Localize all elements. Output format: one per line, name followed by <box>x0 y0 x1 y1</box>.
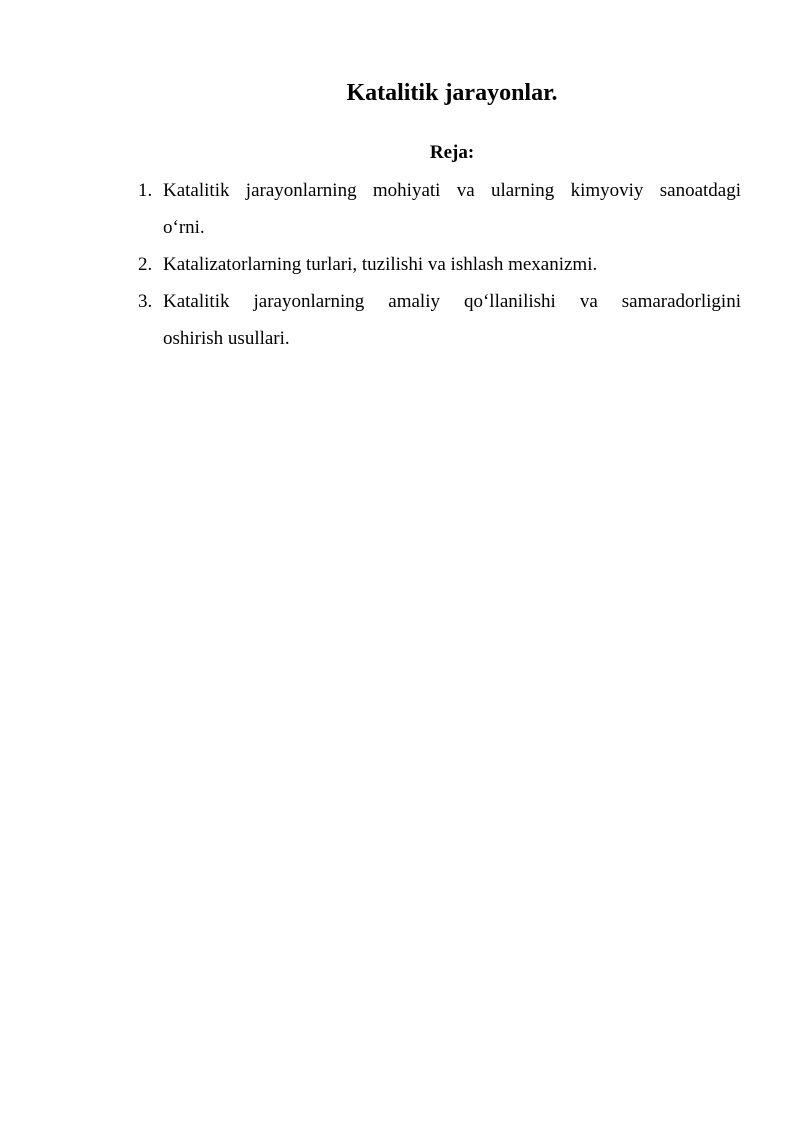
plan-item-line: Katalitik jarayonlarning mohiyati va ularning kimyoviy sanoatdagi <box>163 180 741 201</box>
plan-item-line: Katalizatorlarning turlari, tuzilishi va ishlash mexanizmi. <box>163 254 598 275</box>
plan-item-line: Katalitik jarayonlarning amaliy qo‘llanilishi va samaradorligini <box>163 291 741 312</box>
plan-item <box>138 283 741 357</box>
plan-item-line: oshirish usullari. <box>163 328 290 349</box>
plan-item-text <box>163 283 741 357</box>
plan-item-number: 1. <box>138 180 153 201</box>
plan-item <box>138 246 741 283</box>
document-title: Katalitik jarayonlar. <box>346 80 558 106</box>
plan-item-text <box>163 172 741 246</box>
plan-list <box>138 172 741 357</box>
plan-item <box>138 172 741 246</box>
plan-heading: Reja: <box>429 142 475 163</box>
plan-item-number: 2. <box>138 254 153 275</box>
plan-item-line: o‘rni. <box>163 217 205 238</box>
plan-item-number: 3. <box>138 291 153 312</box>
plan-item-text <box>163 246 741 283</box>
